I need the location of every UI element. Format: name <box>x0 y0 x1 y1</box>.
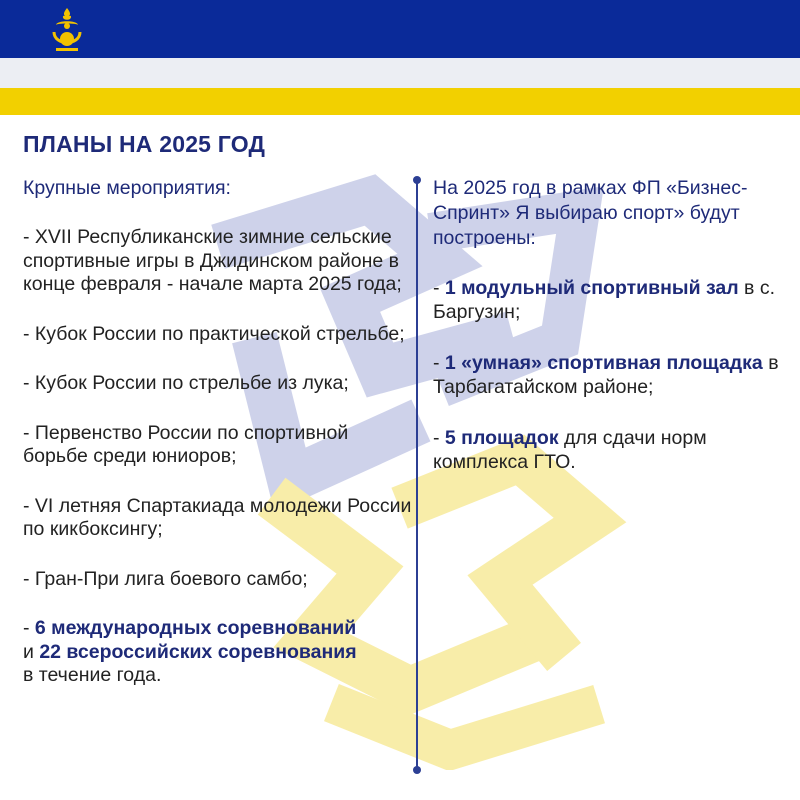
list-item <box>433 352 783 399</box>
item-dash: - <box>433 352 445 374</box>
item-rest: в с. Баргузин; <box>433 277 776 323</box>
right-column <box>433 176 783 474</box>
divider-dot-bottom <box>413 766 421 774</box>
international-count: 6 международных соревнований <box>34 617 357 639</box>
list-item: - Кубок России по практической стрельбе; <box>23 322 405 345</box>
flag-yellow-stripe <box>0 88 800 115</box>
item-connector: и <box>23 640 40 663</box>
left-column <box>23 176 415 688</box>
flag-white-stripe <box>0 58 800 88</box>
item-rest: в Тарбагатайском районе; <box>433 352 779 398</box>
list-item: - Первенство России по спортивной борьбе среди юниоров; <box>23 421 349 467</box>
list-item <box>433 277 783 324</box>
list-item: - Кубок России по стрельбе из лука; <box>23 372 349 394</box>
item-highlight: 1 «умная» спортивная площадка <box>444 352 763 374</box>
list-item <box>433 427 783 474</box>
item-dash: - <box>433 277 445 299</box>
flag-blue-stripe <box>0 0 800 58</box>
list-item: - Гран-При лига боевого самбо; <box>23 567 308 590</box>
item-rest: для сдачи норм комплекса ГТО. <box>433 427 707 473</box>
item-dash: - <box>23 617 35 639</box>
soyombo-emblem-icon <box>50 6 84 54</box>
column-divider <box>416 180 418 770</box>
item-tail: в течение года. <box>23 664 162 686</box>
left-heading: Крупные мероприятия: <box>23 177 231 199</box>
list-item: - VI летняя Спартакиада молодежи России по кикбоксингу; <box>23 494 412 540</box>
page-title: ПЛАНЫ НА 2025 ГОД <box>23 131 266 157</box>
list-item: - XVII Республиканские зимние сельские спортивные игры в Джидинском районе в конце февраля - начале марта 2025 года; <box>23 226 402 295</box>
item-highlight: 1 модульный спортивный зал <box>444 277 739 299</box>
list-item-competitions <box>23 617 415 688</box>
all-russian-count: 22 всероссийских соревнования <box>39 640 357 663</box>
item-highlight: 5 площадок <box>444 427 559 449</box>
item-dash: - <box>433 427 445 449</box>
right-intro: На 2025 год в рамках ФП «Бизнес-Спринт» Я выбираю спорт» будут построены: <box>433 177 748 249</box>
